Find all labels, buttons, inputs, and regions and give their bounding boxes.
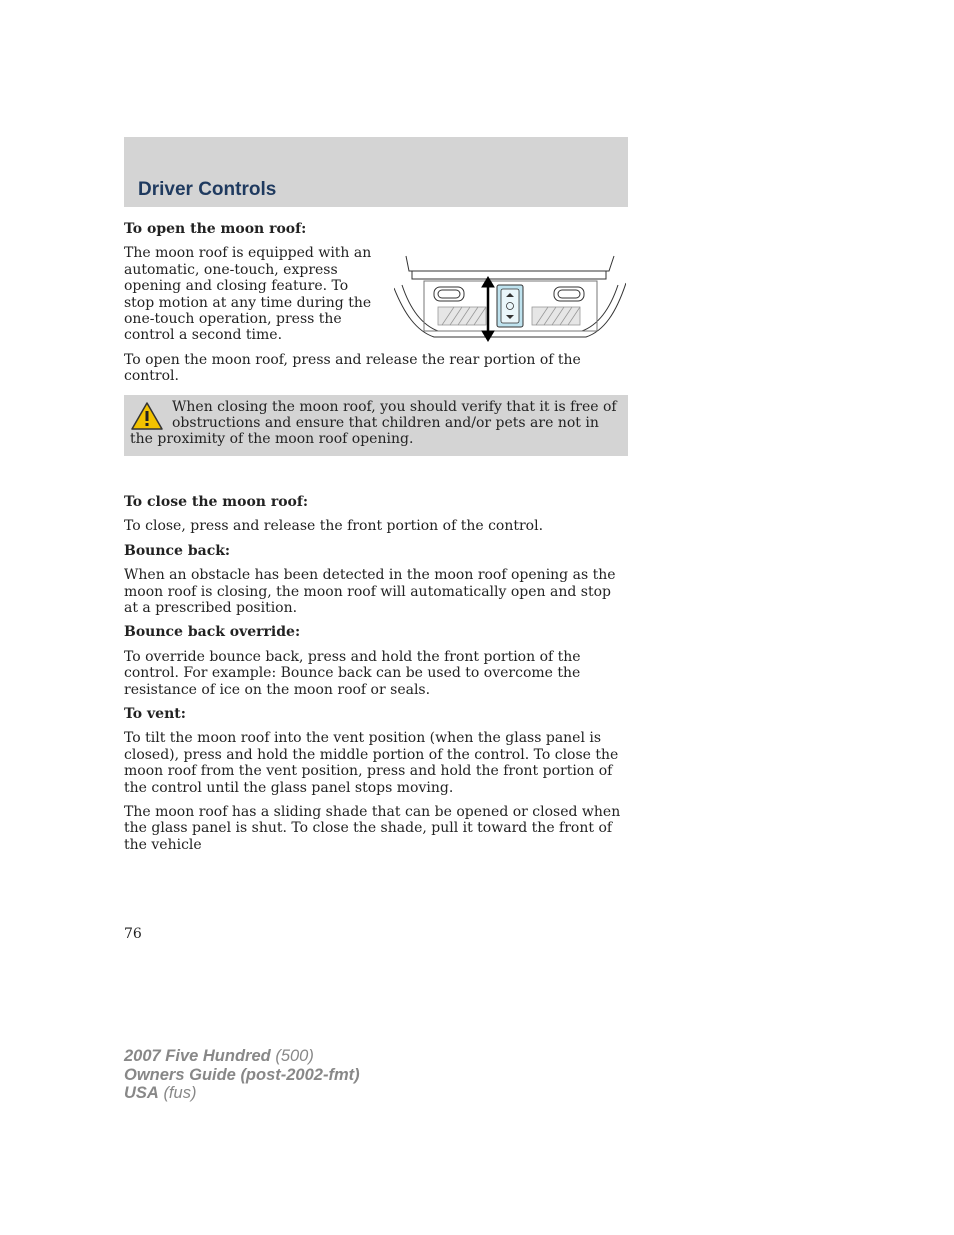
open-heading: To open the moon roof: — [124, 221, 307, 237]
open-para2: To open the moon roof, press and release the rear portion of the control. — [124, 351, 581, 385]
footer-line-2 — [124, 1066, 360, 1085]
footer — [124, 1047, 360, 1103]
warning-text: When closing the moon roof, you should verify that it is free of obstructions and ensure that children and/or pets are not in the proximity of the moon roof opening. — [130, 398, 617, 448]
override-para: To override bounce back, press and hold the front portion of the control. For example: Bounce back can be used to overcome the resistance of ice on the moon roof or seals. — [124, 648, 581, 698]
shade-para: The moon roof has a sliding shade that can be opened or closed when the glass panel is shut. To close the shade, pull it toward the front of the vehicle — [124, 803, 621, 853]
footer-guide: Owners Guide (post-2002-fmt) — [124, 1065, 360, 1084]
vent-heading: To vent: — [124, 705, 186, 722]
footer-market-code: (fus) — [163, 1084, 197, 1102]
warning-triangle-icon — [130, 401, 164, 431]
warning-box — [124, 395, 628, 456]
vent-para: To tilt the moon roof into the vent position (when the glass panel is closed), press and hold the middle portion of the control. To close the moon roof from the vent position, press and hold the front portion of the control until the glass panel stops moving. — [124, 730, 619, 796]
content — [124, 221, 628, 861]
open-para1: The moon roof is equipped with an automatic, one-touch, express opening and closing feature. To stop motion at any time during the one-touch operation, press the control a second time. — [124, 245, 372, 344]
footer-line-3 — [124, 1084, 360, 1103]
override-heading: Bounce back override: — [124, 624, 301, 641]
page-title: Driver Controls — [138, 179, 277, 200]
moon-roof-control-illustration — [394, 253, 626, 345]
bounce-para: When an obstacle has been detected in the moon roof opening as the moon roof is closing, the moon roof will automatically open and stop at a prescribed position. — [124, 567, 616, 616]
footer-model: 2007 Five Hundred — [124, 1047, 271, 1065]
intro-block — [124, 245, 628, 351]
footer-market: USA — [124, 1084, 159, 1102]
footer-model-code: (500) — [275, 1047, 314, 1065]
page-number: 76 — [124, 926, 142, 942]
header-band — [124, 137, 628, 207]
close-heading: To close the moon roof: — [124, 493, 309, 510]
bounce-heading: Bounce back: — [124, 542, 231, 559]
footer-line-1 — [124, 1047, 360, 1066]
close-para: To close, press and release the front portion of the control. — [124, 518, 544, 535]
